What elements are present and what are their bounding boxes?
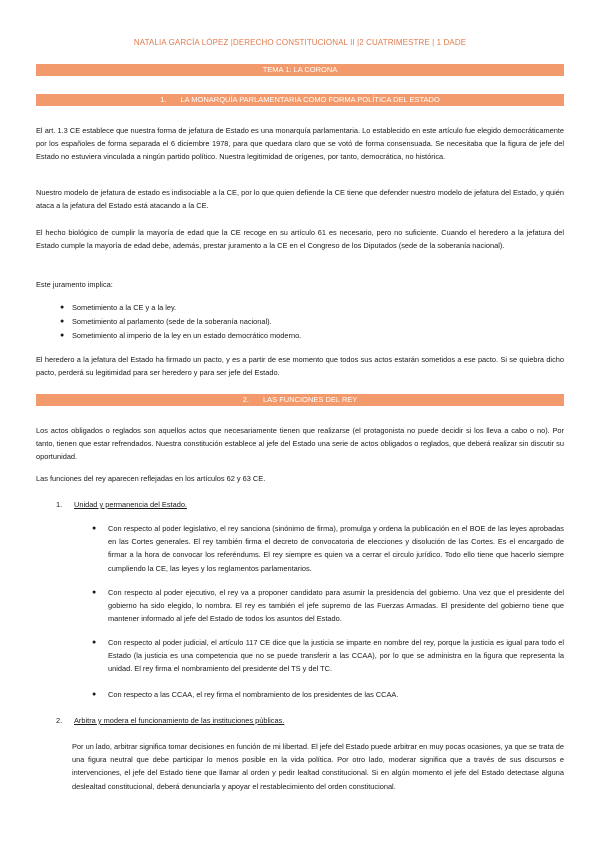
bullet-icon: ● — [92, 525, 97, 532]
sub-bullet-text: Con respecto al poder judicial, el artículo 117 CE dice que la justicia se imparte en nombre del rey, porque la justicia es igual para todo el Estado (la justicia es una competencia que no se puede transferir a las CCAA), por lo que se administra en la figura que representa la unidad. El rey firma el nombramiento del presidente del TS y del TC. — [108, 638, 564, 674]
paragraph-1: El art. 1.3 CE establece que nuestra forma de jefatura de Estado es una monarquía parlamentaria. Lo establecido en este artículo fue elegido democráticamente por los españoles de forma separada el 6 diciembre 1978, para que quedara claro que se votó de forma consensuada. Se necesitaba que la figura de jefe del Estado no estuviera vinculada a ningún partido político. Nuestra legitimidad de orígenes, por tanto, democrática, no histórica. — [36, 126, 564, 162]
sub-bullet-text: Con respecto a las CCAA, el rey firma el nombramiento de los presidentes de las CCAA. — [108, 690, 399, 699]
topic-title-band — [36, 64, 564, 76]
bullet-text: Sometimiento al parlamento (sede de la soberanía nacional). — [72, 317, 272, 326]
bullet-icon: ● — [92, 639, 97, 646]
bullet-text: Sometimiento al imperio de la ley en un estado democrático moderno. — [72, 331, 302, 340]
sub-bullet — [92, 522, 564, 575]
paragraph-2: Nuestro modelo de jefatura de estado es indisociable a la CE, por lo que quien defiende la CE tiene que defender nuestro modelo de jefatura del Estado, y quién ataca a la jefatura del Estado está atacando a la CE. — [36, 188, 564, 211]
bullet-icon: ● — [60, 332, 65, 339]
paragraph-6: Los actos obligados o reglados son aquellos actos que necesariamente tienen que realizarse (el protagonista no puede decidir si los lleva a cabo o no). Por tanto, tienen que estar refrendados. Nuestra constitución establece al jefe del Estado una serie de actos obligados o reglados, que deberá realizar sin discutir su oportunidad. — [36, 426, 564, 462]
bullet-text: Sometimiento a la CE y a la ley. — [72, 303, 177, 312]
sub-bullet — [92, 586, 564, 626]
bullet-icon: ● — [92, 691, 97, 698]
sub-bullet — [92, 688, 564, 701]
bullet-icon: ● — [60, 304, 65, 311]
paragraph-4: Este juramento implica: — [36, 280, 113, 289]
section-1-title: LA MONARQUÍA PARLAMENTARIA COMO FORMA POLÍTICA DEL ESTADO — [180, 95, 440, 104]
section-1-heading — [36, 94, 564, 106]
bullet-icon: ● — [92, 589, 97, 596]
section-2-title: LAS FUNCIONES DEL REY — [262, 395, 358, 404]
topic-title: TEMA 1: LA CORONA — [262, 65, 338, 74]
section-2-heading — [36, 394, 564, 406]
page-header: NATALIA GARCÍA LÓPEZ |DERECHO CONSTITUCIONAL II |2 CUATRIMESTRE | 1 DADE — [133, 38, 467, 47]
bullet-icon: ● — [60, 318, 65, 325]
paragraph-5: El heredero a la jefatura del Estado ha firmado un pacto, y es a partir de ese momento que todos sus actos estarán sometidos a ese pacto. Si se quiebra dicho pacto, perderá su legitimidad para ser heredero y para ser jefe del Estado. — [36, 355, 564, 378]
sub-bullet-text: Con respecto al poder ejecutivo, el rey va a proponer candidato para asumir la presidencia del gobierno. Una vez que el presidente del gobierno ha sido elegido, lo nombra. El rey es también el jefe supremo de las Fuerzas Armadas. El presidente del gobierno tiene que mantener informado al jefe del Estado de todos los asuntos del Estado. — [108, 588, 564, 624]
paragraph-7: Las funciones del rey aparecen reflejadas en los artículos 62 y 63 CE. — [36, 474, 266, 483]
paragraph-3: El hecho biológico de cumplir la mayoría de edad que la CE recoge en su artículo 61 es necesario, pero no suficiente. Cuando el heredero a la jefatura del Estado cumple la mayoría de edad debe, además, prestar juramento a la CE en el Congreso de los Diputados (sede de la soberanía nacional). — [36, 228, 564, 251]
numbered-item-number: 2. — [56, 716, 63, 725]
numbered-item-title: Arbitra y modera el funcionamiento de las instituciones públicas. — [74, 716, 285, 725]
numbered-item-number: 1. — [56, 500, 63, 509]
sub-bullet — [92, 636, 564, 676]
sub-bullet-text: Con respecto al poder legislativo, el rey sanciona (sinónimo de firma), promulga y ordena la publicación en el BOE de las leyes aprobadas en las Cortes generales. El rey también firma el decreto de convocatoria de elecciones y disolución de las Cortes. Es el encargado de firmar a la hora de convocar los referéndums. El rey siempre es quien va a cerrar el circulo jurídico. Todo ello tiene que hacerlo siempre cumpliendo la CE, las leyes y los reglamentos parlamentarios. — [108, 524, 564, 573]
section-2-number: 2. — [242, 395, 249, 404]
section-1-number: 1. — [160, 95, 167, 104]
numbered-item-title: Unidad y permanencia del Estado. — [74, 500, 187, 509]
paragraph-8: Por un lado, arbitrar significa tomar decisiones en función de mi libertad. El jefe del Estado puede arbitrar en muy pocas ocasiones, ya que se trata de una figura neutral que debe participar lo menos posible en la vida política. Por otro lado, moderar significa que a través de sus discursos e intervenciones, el jefe del Estado tiene que llamar al orden y pedir lealtad constitucional. Si en algún momento el jefe del Estado detectase alguna deslealtad constitucional, deberá denunciarla y apoyar el restablecimiento del orden constitucional. — [72, 742, 564, 791]
